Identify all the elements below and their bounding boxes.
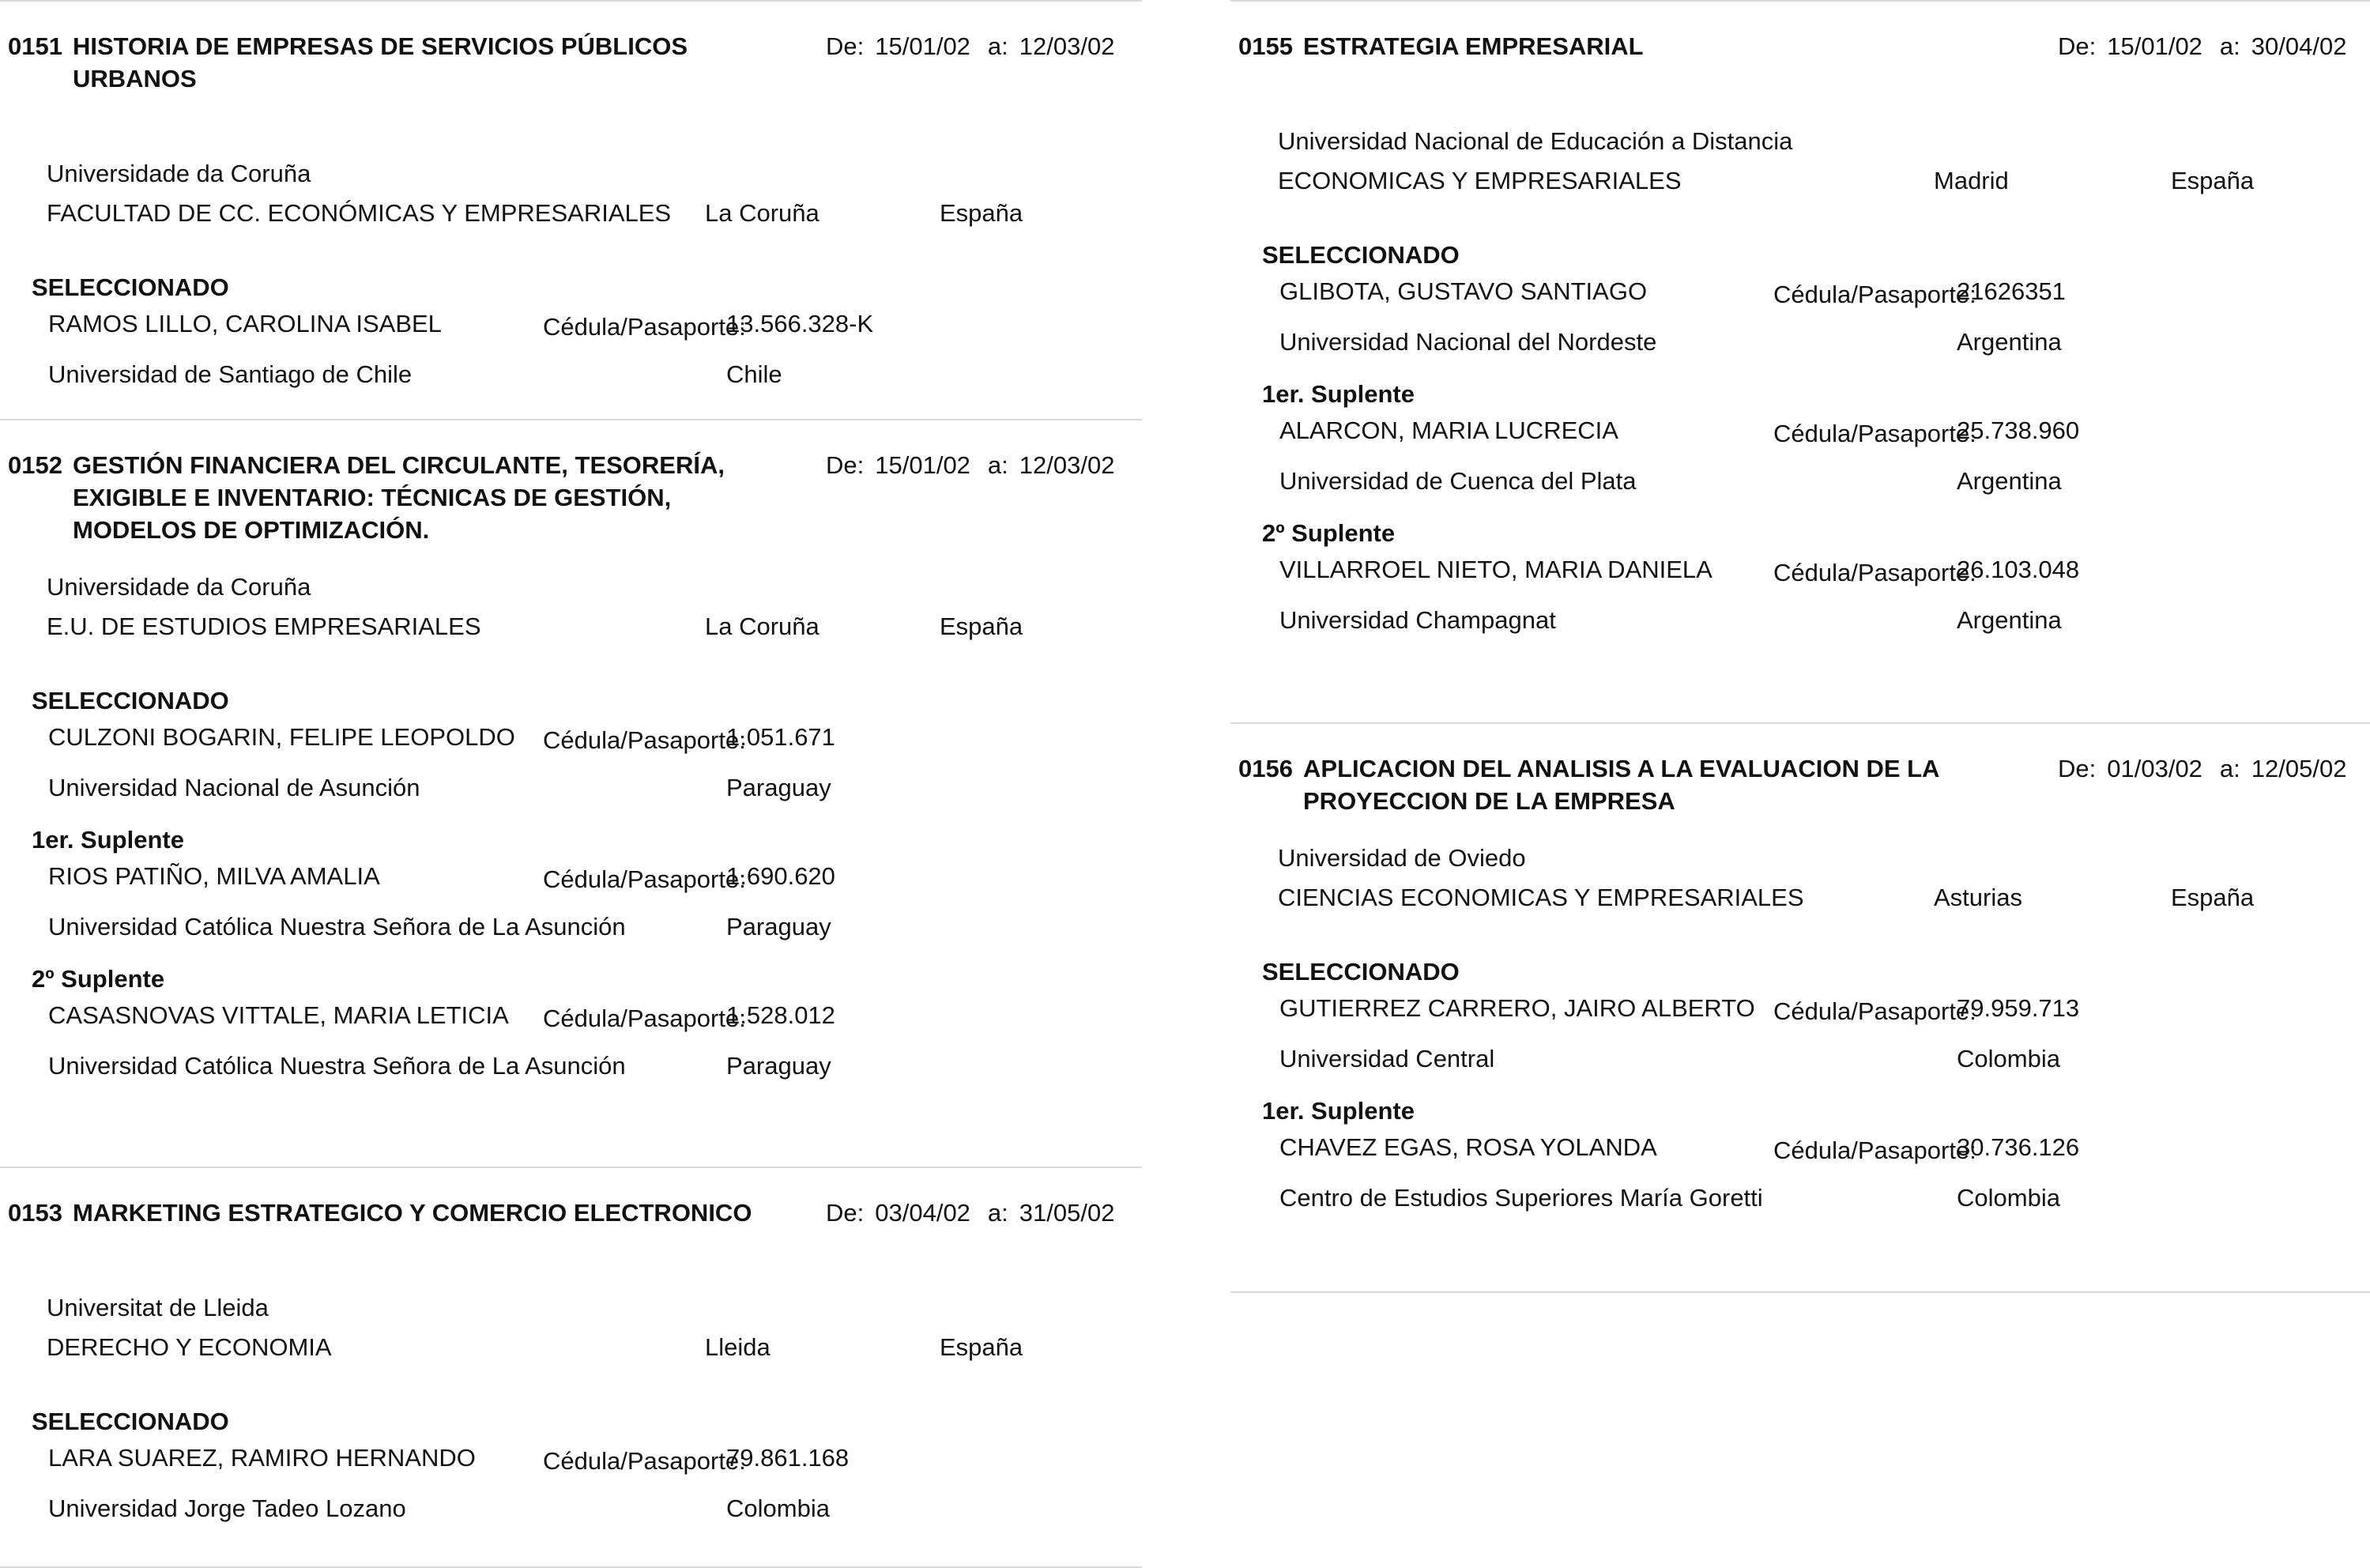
candidate-country: Colombia [1957,1045,2060,1072]
host-city: La Coruña [705,199,820,227]
course-title: ESTRATEGIA EMPRESARIAL [1303,32,1644,60]
passport-label: Cédula/Pasaporte: [543,313,746,341]
from-date: 03/04/02 [875,1199,970,1227]
candidate-country: Paraguay [726,774,831,801]
host-university-row [0,158,1142,190]
host-university: Universidad de Oviedo [1278,844,1526,872]
to-label: a: [987,451,1008,479]
candidate-role: SELECCIONADO [1262,958,1460,986]
host-faculty-row [0,1324,1142,1371]
passport-label: Cédula/Pasaporte: [543,865,746,893]
candidate-university-row [0,351,1142,398]
course-0151 [0,0,1142,400]
host-faculty: CIENCIAS ECONOMICAS Y EMPRESARIALES [1278,884,1804,911]
passport-label: Cédula/Pasaporte: [1773,1136,1976,1164]
host-city: Asturias [1934,884,2022,911]
course-code: 0151 [8,32,62,60]
course-header [0,2,1142,95]
candidate-block [1230,518,2370,644]
candidate-block [0,963,1142,1090]
candidate-name-row [1230,1127,2370,1174]
candidate-university: Universidad Nacional del Nordeste [1279,328,1657,356]
host-faculty-row [0,190,1142,237]
from-label: De: [826,1199,865,1227]
candidate-block [0,824,1142,951]
candidate-block [0,1406,1142,1532]
from-date: 15/01/02 [875,451,970,479]
candidate-name-row [1230,988,2370,1035]
to-date: 12/03/02 [1019,451,1115,479]
course-header [0,1168,1142,1229]
to-label: a: [987,1199,1008,1227]
host-country: España [940,199,1023,227]
passport-number: 1.051.671 [726,723,835,751]
passport-number: 30.736.126 [1957,1133,2080,1161]
candidate-name-row [1230,549,2370,597]
to-label: a: [2219,755,2240,782]
host-city: Madrid [1934,167,2009,194]
candidate-block [1230,1095,2370,1222]
candidate-university: Universidad Católica Nuestra Señora de La Asunción [48,913,626,940]
host-university-row [0,1292,1142,1324]
candidate-role: 1er. Suplente [32,826,184,854]
candidate-block [0,685,1142,812]
to-date: 31/05/02 [1019,1199,1115,1227]
course-code: 0153 [8,1199,62,1227]
candidate-country: Chile [726,360,782,388]
candidate-university-row [0,1042,1142,1090]
course-code: 0152 [8,451,62,479]
left-column [0,0,1142,1568]
candidate-university: Universidad Jorge Tadeo Lozano [48,1494,406,1522]
host-city: Lleida [705,1333,771,1361]
course-0152 [0,419,1142,1148]
candidate-name: CULZONI BOGARIN, FELIPE LEOPOLDO [48,723,515,751]
course-0155 [1230,0,2370,703]
host-country: España [2171,884,2255,911]
candidate-university-row [1230,318,2370,366]
course-dates [2058,752,2346,785]
from-label: De: [826,32,865,60]
candidate-block [1230,379,2370,505]
course-title: GESTIÓN FINANCIERA DEL CIRCULANTE, TESORERÍA, EXIGIBLE E INVENTARIO: TÉCNICAS DE GESTIÓN, MODELOS DE OPTIMIZACIÓN. [73,451,725,544]
course-dates [826,449,1114,481]
host-country: España [940,1333,1023,1361]
course-header [1230,724,2370,817]
passport-label: Cédula/Pasaporte: [543,1004,746,1032]
candidate-block [1230,956,2370,1083]
host-country: España [940,612,1023,640]
candidate-university: Universidad Champagnat [1279,606,1556,634]
to-date: 30/04/02 [2251,32,2347,60]
passport-number: 25.738.960 [1957,416,2080,444]
passport-label: Cédula/Pasaporte: [543,726,746,754]
course-dates [2058,30,2346,62]
candidate-university-row [1230,597,2370,644]
candidate-country: Argentina [1957,606,2062,634]
passport-number: 1.690.620 [726,862,835,890]
host-faculty: FACULTAD DE CC. ECONÓMICAS Y EMPRESARIALES [47,199,672,227]
to-label: a: [2219,32,2240,60]
host-university-row [0,571,1142,603]
passport-number: 79.861.168 [726,1444,850,1472]
candidate-block [0,272,1142,398]
candidate-university-row [1230,1035,2370,1083]
passport-number: 79.959.713 [1957,994,2080,1022]
candidate-country: Colombia [726,1494,830,1522]
candidate-university: Universidad Nacional de Asunción [48,774,420,801]
course-title: APLICACION DEL ANALISIS A LA EVALUACION DE LA PROYECCION DE LA EMPRESA [1303,755,1939,815]
passport-label: Cédula/Pasaporte: [543,1447,746,1475]
candidate-university-row [1230,458,2370,505]
candidate-university-row [1230,1174,2370,1222]
candidate-role: 2º Suplente [1262,519,1396,547]
host-faculty-row [1230,874,2370,922]
candidate-role: 1er. Suplente [1262,1097,1415,1125]
candidate-role: SELECCIONADO [32,1408,229,1435]
candidate-name: GLIBOTA, GUSTAVO SANTIAGO [1279,277,1648,305]
host-faculty: DERECHO Y ECONOMIA [47,1333,332,1361]
right-column [1230,0,2370,1293]
host-country: España [2171,167,2255,194]
candidate-name: VILLARROEL NIETO, MARIA DANIELA [1279,556,1713,583]
course-0153 [0,1167,1142,1568]
from-label: De: [2058,755,2097,782]
candidate-university: Universidad Central [1279,1045,1495,1072]
candidate-name: RIOS PATIÑO, MILVA AMALIA [48,862,380,890]
to-label: a: [987,32,1008,60]
course-dates [826,1197,1114,1229]
host-faculty-row [1230,157,2370,205]
host-faculty-row [0,603,1142,650]
host-city: La Coruña [705,612,820,640]
passport-label: Cédula/Pasaporte: [1773,420,1976,447]
candidate-university: Universidad de Santiago de Chile [48,360,413,388]
from-label: De: [826,451,865,479]
candidate-name-row [1230,271,2370,318]
from-date: 01/03/02 [2107,755,2202,782]
passport-label: Cédula/Pasaporte: [1773,997,1976,1025]
host-university: Universidade da Coruña [47,573,311,601]
to-date: 12/03/02 [1019,32,1115,60]
candidate-name-row [0,303,1142,351]
course-title: MARKETING ESTRATEGICO Y COMERCIO ELECTRONICO [73,1199,752,1227]
host-faculty: ECONOMICAS Y EMPRESARIALES [1278,167,1682,194]
course-code: 0155 [1238,32,1293,60]
course-dates [826,30,1114,62]
candidate-role: SELECCIONADO [32,273,229,301]
course-header [0,420,1142,546]
candidate-role: SELECCIONADO [1262,241,1460,269]
candidate-university: Universidad Católica Nuestra Señora de La Asunción [48,1052,626,1080]
candidate-country: Argentina [1957,467,2062,495]
candidate-name: CHAVEZ EGAS, ROSA YOLANDA [1279,1133,1657,1161]
candidate-name: CASASNOVAS VITTALE, MARIA LETICIA [48,1001,509,1029]
candidate-role: SELECCIONADO [32,687,229,714]
host-university-row [1230,126,2370,157]
candidate-university-row [0,1485,1142,1532]
passport-number: 1.528.012 [726,1001,835,1029]
candidate-name: LARA SUAREZ, RAMIRO HERNANDO [48,1444,476,1472]
candidate-name: GUTIERREZ CARRERO, JAIRO ALBERTO [1279,994,1755,1022]
candidate-name: RAMOS LILLO, CAROLINA ISABEL [48,310,442,337]
host-faculty: E.U. DE ESTUDIOS EMPRESARIALES [47,612,481,640]
candidate-role: 2º Suplente [32,965,165,993]
course-code: 0156 [1238,755,1293,782]
candidate-name: ALARCON, MARIA LUCRECIA [1279,416,1618,444]
course-0156 [1230,722,2370,1293]
passport-number: 21626351 [1957,277,2066,305]
candidate-country: Paraguay [726,913,831,940]
course-title: HISTORIA DE EMPRESAS DE SERVICIOS PÚBLICOS URBANOS [73,32,688,92]
host-university: Universitat de Lleida [47,1294,269,1321]
candidate-name-row [0,717,1142,764]
from-date: 15/01/02 [2107,32,2202,60]
candidate-university-row [0,903,1142,951]
candidate-country: Colombia [1957,1184,2060,1212]
host-university-row [1230,842,2370,874]
candidate-role: 1er. Suplente [1262,380,1415,408]
candidate-university: Universidad de Cuenca del Plata [1279,467,1637,495]
candidate-block [1230,239,2370,366]
passport-label: Cédula/Pasaporte: [1773,281,1976,308]
passport-number: 13.566.328-K [726,310,874,337]
host-university: Universidad Nacional de Educación a Distancia [1278,127,1793,155]
from-label: De: [2058,32,2097,60]
candidate-country: Paraguay [726,1052,831,1080]
candidate-university-row [0,764,1142,812]
host-university: Universidade da Coruña [47,160,311,187]
from-date: 15/01/02 [875,32,970,60]
candidate-name-row [0,856,1142,903]
candidate-name-row [0,995,1142,1042]
candidate-university: Centro de Estudios Superiores María Goretti [1279,1184,1763,1212]
candidate-name-row [0,1438,1142,1485]
passport-label: Cédula/Pasaporte: [1773,559,1976,586]
candidate-name-row [1230,410,2370,458]
to-date: 12/05/02 [2251,755,2347,782]
course-header [1230,2,2370,62]
candidate-country: Argentina [1957,328,2062,356]
passport-number: 26.103.048 [1957,556,2080,583]
